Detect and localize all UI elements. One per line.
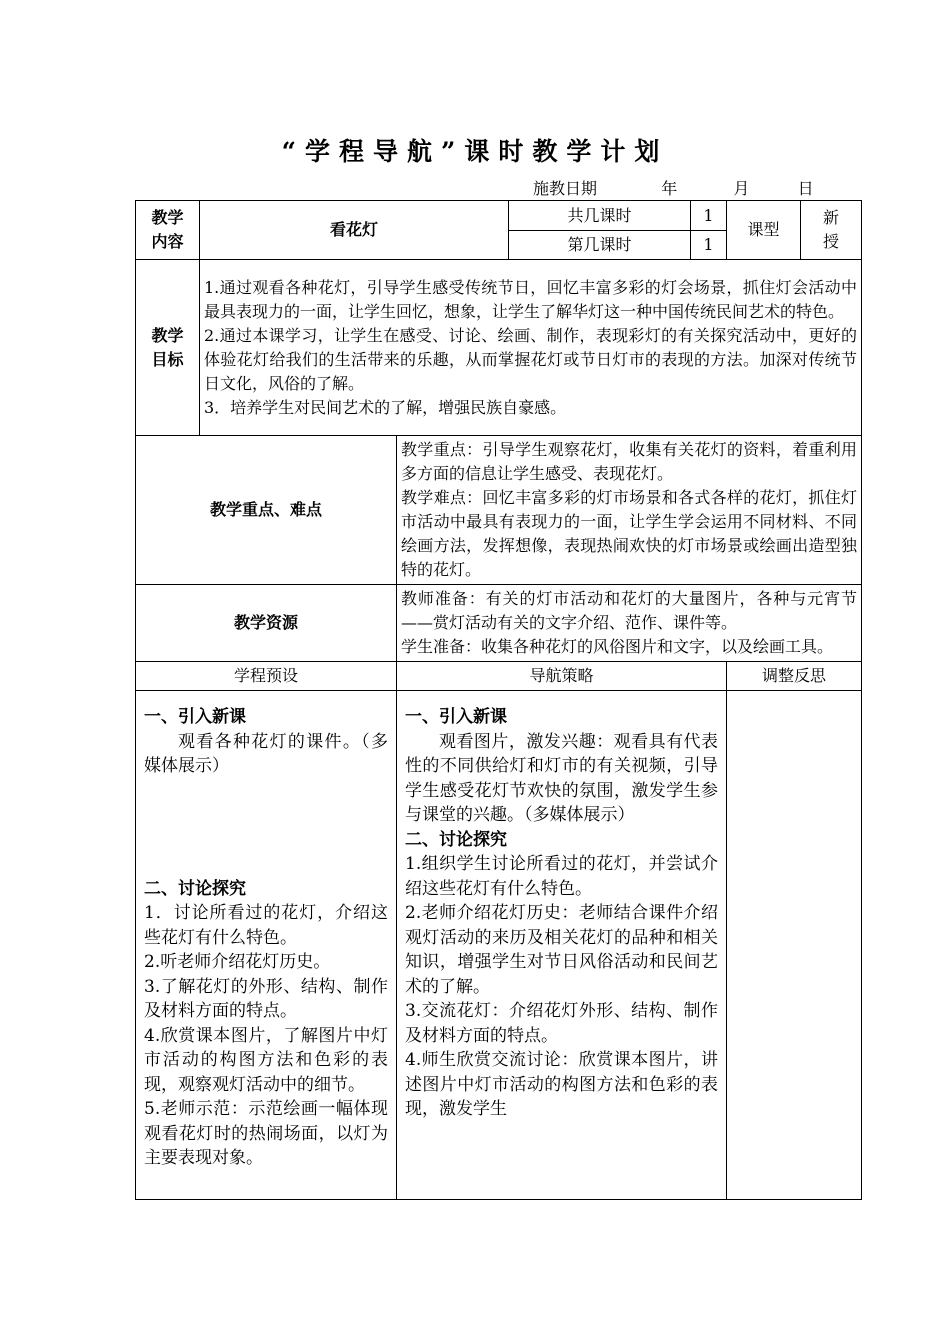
student-preparation: 学生准备：收集各种花灯的风俗图片和文字，以及绘画工具。	[401, 637, 834, 656]
resources-label: 教学资源	[136, 585, 397, 662]
strategy-section-discussion-title: 二、讨论探究	[405, 829, 507, 850]
date-month: 月	[733, 179, 750, 198]
column-header-strategy: 导航策略	[397, 662, 727, 691]
strategy-column	[397, 691, 727, 1200]
date-day: 日	[797, 179, 814, 198]
total-lessons-value: 1	[691, 201, 727, 231]
lesson-type-value: 新授	[801, 201, 862, 260]
preset-item: 3.了解花灯的外形、结构、制作及材料方面的特点。	[144, 976, 388, 1021]
lesson-plan-table	[135, 200, 862, 1200]
content-value: 看花灯	[200, 201, 509, 260]
teaching-focus: 教学重点：引导学生观察花灯，收集有关花灯的资料，着重利用多方面的信息让学生感受、表现花灯。	[401, 440, 858, 483]
date-label: 施教日期	[533, 179, 598, 198]
key-points-label: 教学重点、难点	[136, 436, 397, 585]
teaching-date	[533, 176, 814, 199]
strategy-item: 4.师生欣赏交流讨论：欣赏课本图片，讲述图片中灯市活动的构图方法和色彩的表现，激发学生	[405, 1050, 719, 1119]
preset-column	[136, 691, 397, 1200]
lesson-number-label: 第几课时	[509, 231, 691, 260]
strategy-item: 2.老师介绍花灯历史：老师结合课件介绍观灯活动的来历及相关花灯的品种和相关知识，增强学生对节日风俗活动和民间艺术的了解。	[405, 903, 719, 997]
column-header-reflection: 调整反思	[727, 662, 862, 691]
strategy-item: 1.组织学生讨论所看过的花灯，并尝试介绍这些花灯有什么特色。	[405, 854, 719, 899]
total-lessons-label: 共几课时	[509, 201, 691, 231]
preset-item: 1．讨论所看过的花灯，介绍这些花灯有什么特色。	[144, 903, 388, 948]
objectives-content	[200, 260, 862, 436]
content-label: 教学内容	[136, 201, 200, 260]
strategy-section-intro-text: 观看图片，激发兴趣：观看具有代表性的不同供给灯和灯市的有关视频，引导学生感受花灯节欢快的氛围，激发学生参与课堂的兴趣。（多媒体展示）	[405, 731, 719, 825]
objective-item: 1.通过观看各种花灯，引导学生感受传统节日，回忆丰富多彩的灯会场景，抓住灯会活动中最具表现力的一面，让学生回忆，想象，让学生了解华灯这一种中国传统民间艺术的特色。	[204, 277, 858, 321]
preset-section-intro-title: 一、引入新课	[144, 707, 246, 727]
resources-content	[397, 585, 862, 662]
preset-section-discussion-title: 二、讨论探究	[144, 878, 246, 899]
page-title: “学程导航”课时教学计划	[281, 137, 669, 166]
objectives-label: 教学目标	[136, 260, 200, 436]
strategy-section-intro-title: 一、引入新课	[405, 707, 507, 727]
preset-item: 4.欣赏课本图片，了解图片中灯市活动的构图方法和色彩的表现，观察观灯活动中的细节。	[144, 1025, 388, 1095]
objective-item: 2.通过本课学习，让学生在感受、讨论、绘画、制作，表现彩灯的有关探究活动中，更好的体验花灯给我们的生活带来的乐趣，从而掌握花灯或节日灯市的表现的方法。加深对传统节日文化，风俗的了解。	[204, 325, 858, 393]
column-header-preset: 学程预设	[136, 662, 397, 691]
preset-item: 2.听老师介绍花灯历史。	[144, 952, 331, 972]
date-year: 年	[661, 179, 678, 198]
lesson-type-label: 课型	[727, 201, 801, 260]
key-points-content	[397, 436, 862, 585]
lesson-number-value: 1	[691, 231, 727, 260]
strategy-item: 3.交流花灯：介绍花灯外形、结构、制作及材料方面的特点。	[405, 1001, 719, 1046]
preset-item: 5.老师示范：示范绘画一幅体现观看花灯时的热闹场面，以灯为主要表现对象。	[144, 1099, 388, 1168]
preset-section-intro-text: 观看各种花灯的课件。（多媒体展示）	[144, 731, 388, 776]
reflection-column	[727, 691, 862, 1200]
teaching-difficulty: 教学难点：回忆丰富多彩的灯市场景和各式各样的花灯，抓住灯市活动中最具有表现力的一面，让学生学会运用不同材料、不同绘画方法，发挥想像，表现热闹欢快的灯市场景或绘画出造型独特的花灯。	[401, 488, 858, 579]
objective-item: 3．培养学生对民间艺术的了解，增强民族自豪感。	[204, 397, 567, 417]
teacher-preparation: 教师准备：有关的灯市活动和花灯的大量图片，各种与元宵节——赏灯活动有关的文字介绍、范作、课件等。	[401, 589, 858, 632]
